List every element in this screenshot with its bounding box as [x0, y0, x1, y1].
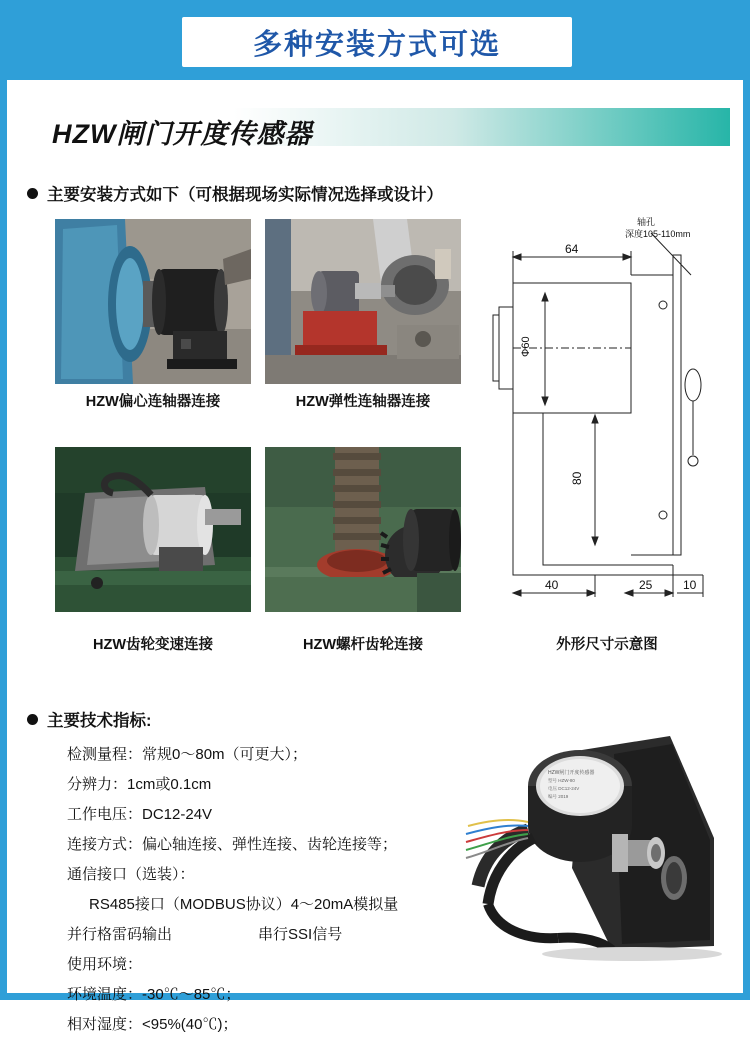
banner-title: 多种安装方式可选	[252, 28, 501, 61]
photo-gear-reduction	[55, 447, 251, 612]
spec-row	[67, 860, 487, 890]
spec-value: 常规0～80m（可更大）；	[142, 746, 308, 763]
note-sub-label: 深度105-110mm	[625, 229, 691, 239]
diagram-outline-dimensions	[477, 215, 739, 615]
spec-row	[67, 950, 487, 980]
svg-text:型号 HZW-80: 型号 HZW-80	[548, 778, 575, 783]
photo-caption: 外形尺寸示意图	[556, 637, 658, 653]
bullet-icon	[27, 714, 38, 725]
spec-label: 检测量程：	[67, 746, 143, 763]
dim-mid-label: 25	[639, 578, 653, 592]
dim-width-label: 64	[565, 242, 579, 256]
spec-label: 分辨力：	[67, 776, 128, 793]
spec-value: -30℃～85℃；	[142, 986, 241, 1003]
section-heading-install	[27, 181, 443, 205]
note-top-label: 轴孔	[637, 217, 656, 227]
spec-row	[67, 740, 487, 770]
svg-text:电压 DC12-24V: 电压 DC12-24V	[548, 786, 580, 791]
photo-product-assembly	[462, 718, 737, 963]
spec-row	[67, 830, 487, 860]
spec-value: 1cm或0.1cm	[127, 776, 212, 793]
dim-small-label: 10	[683, 578, 697, 592]
spec-value: 串行SSI信号	[258, 926, 343, 943]
photo-screw-gear	[265, 447, 461, 612]
photo-caption: HZW弹性连轴器连接	[295, 394, 431, 410]
spec-label: 并行格雷码输出	[67, 926, 173, 943]
dim-height-label: 80	[570, 471, 584, 485]
spec-value: <95%(40℃)；	[142, 1016, 238, 1033]
spec-label: 使用环境：	[67, 956, 143, 973]
header-banner	[7, 0, 743, 80]
svg-text:HZW闸门开度传感器: HZW闸门开度传感器	[548, 770, 595, 776]
spec-label: 环境温度：	[67, 986, 143, 1003]
bullet-icon	[27, 188, 38, 199]
banner-title-box	[182, 17, 572, 67]
spec-value: RS485接口（MODBUS协议）4～20mA模拟量	[89, 896, 399, 913]
spec-row	[67, 980, 487, 1010]
spec-value: DC12-24V	[142, 806, 213, 823]
section-specs-label: 主要技术指标:	[47, 712, 152, 730]
spec-row	[67, 890, 487, 920]
photo-caption: HZW偏心连轴器连接	[85, 394, 221, 410]
specs-list	[67, 740, 487, 1040]
section-heading-specs	[27, 707, 152, 731]
spec-label: 相对湿度：	[67, 1016, 143, 1033]
photo-caption: HZW螺杆齿轮连接	[302, 637, 423, 653]
photo-elastic-coupling	[265, 219, 461, 384]
spec-row	[67, 1010, 487, 1040]
page-title: HZW闸门开度传感器	[52, 119, 313, 149]
dim-diameter-label: Ф60	[520, 336, 532, 357]
spec-value: 偏心轴连接、弹性连接、齿轮连接等；	[142, 836, 398, 853]
spec-label: 连接方式：	[67, 836, 143, 853]
photo-eccentric-coupling	[55, 219, 251, 384]
dim-base-label: 40	[545, 578, 559, 592]
spec-label: 通信接口（选装）：	[67, 866, 195, 883]
section-install-label: 主要安装方式如下（可根据现场实际情况选择或设计）	[47, 186, 443, 204]
spec-row	[67, 920, 487, 950]
photo-caption: HZW齿轮变速连接	[92, 637, 213, 653]
spec-row	[67, 770, 487, 800]
svg-text:编号 2019: 编号 2019	[548, 794, 569, 799]
spec-label: 工作电压：	[67, 806, 143, 823]
spec-row	[67, 800, 487, 830]
